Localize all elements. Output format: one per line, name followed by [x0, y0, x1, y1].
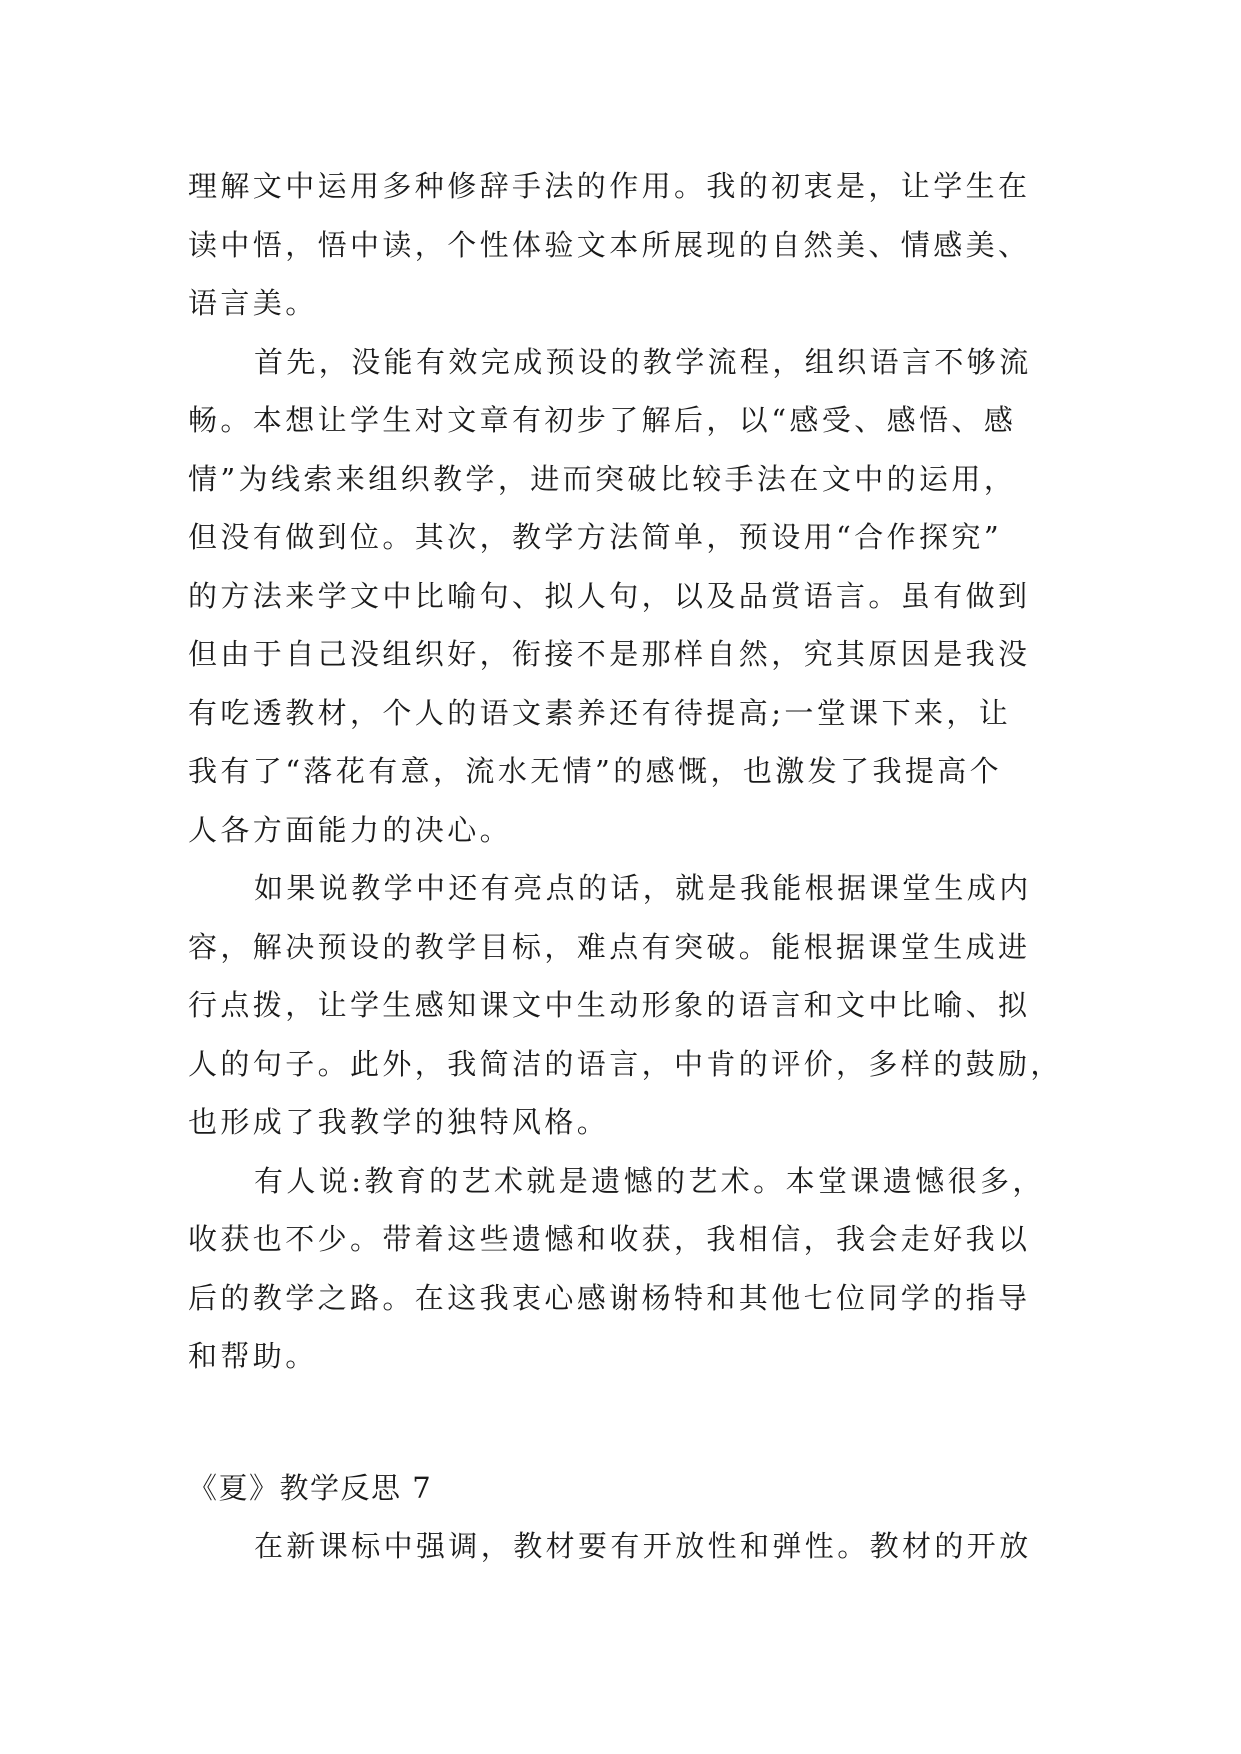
text-line: 有吃透教材，个人的语文素养还有待提高;一堂课下来，让: [188, 695, 1012, 730]
text-line: 在新课标中强调，教材要有开放性和弹性。教材的开放: [254, 1529, 1032, 1563]
text-line: 我有了“落花有意，流水无情”的感慨，也激发了我提高个: [188, 754, 1003, 788]
section-heading: 《夏》教学反思 7: [188, 1470, 433, 1505]
text-line: 有人说:教育的艺术就是遗憾的艺术。本堂课遗憾很多，: [254, 1163, 1045, 1198]
text-line: 人各方面能力的决心。: [188, 812, 513, 847]
text-line: 和帮助。: [188, 1339, 318, 1373]
text-line: 但由于自己没组织好，衔接不是那样自然，究其原因是我没: [188, 637, 1031, 671]
section-spacer: [188, 1386, 1064, 1459]
document-body: [188, 157, 1064, 1576]
text-line: 情”为线索来组织教学，进而突破比较手法在文中的运用，: [188, 461, 1017, 496]
text-line: 但没有做到位。其次，教学方法简单，预设用“合作探究”: [188, 520, 1003, 554]
text-line: 的方法来学文中比喻句、拟人句，以及品赏语言。虽有做到: [188, 578, 1031, 613]
text-line: 也形成了我教学的独特风格。: [188, 1105, 610, 1139]
paragraph: [188, 333, 1064, 860]
paragraph: [188, 157, 1064, 333]
text-line: 行点拨，让学生感知课文中生动形象的语言和文中比喻、拟: [188, 988, 1031, 1022]
paragraph: [188, 859, 1064, 1152]
text-line: 人的句子。此外，我简洁的语言，中肯的评价，多样的鼓励，: [188, 1046, 1063, 1081]
text-line: 语言美。: [188, 286, 318, 320]
text-line: 收获也不少。带着这些遗憾和收获，我相信，我会走好我以: [188, 1222, 1031, 1256]
text-line: 理解文中运用多种修辞手法的作用。我的初衷是，让学生在: [188, 169, 1031, 203]
paragraph: [188, 1517, 1064, 1576]
text-line: 如果说教学中还有亮点的话，就是我能根据课堂生成内: [254, 871, 1032, 905]
text-line: 畅。本想让学生对文章有初步了解后，以“感受、感悟、感: [188, 403, 1017, 437]
text-line: 容，解决预设的教学目标，难点有突破。能根据课堂生成进: [188, 929, 1031, 964]
text-line: 后的教学之路。在这我衷心感谢杨特和其他七位同学的指导: [188, 1280, 1031, 1315]
text-line: 读中悟，悟中读，个性体验文本所展现的自然美、情感美、: [188, 227, 1031, 262]
paragraph: [188, 1152, 1064, 1386]
text-line: 首先，没能有效完成预设的教学流程，组织语言不够流: [254, 344, 1032, 379]
